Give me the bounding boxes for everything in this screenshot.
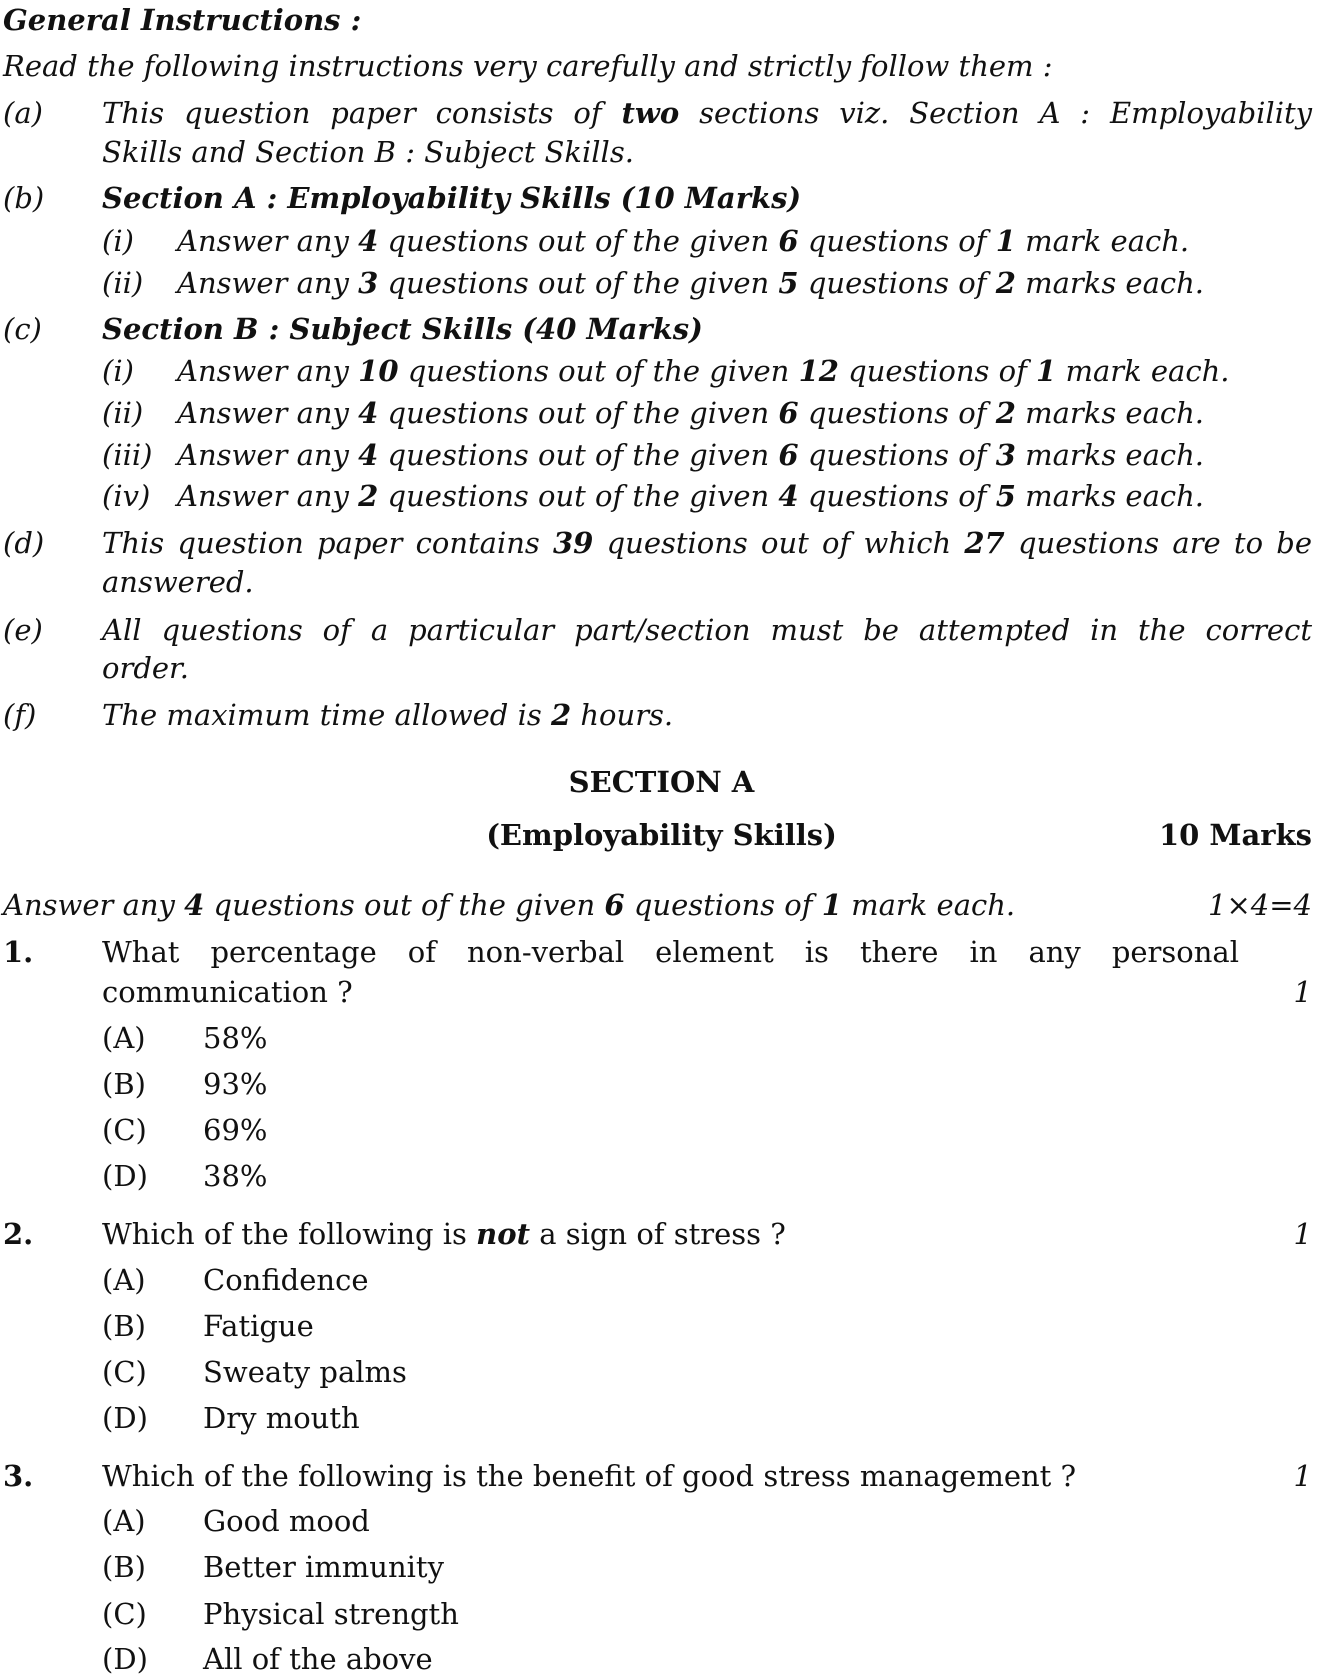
text: marks each. xyxy=(1015,438,1205,472)
question-number: 1. xyxy=(3,935,34,969)
num: 5 xyxy=(995,479,1016,513)
marks-scheme: 1×4=4 xyxy=(1208,888,1312,922)
option-label: (A) xyxy=(102,1263,146,1297)
option-text: Good mood xyxy=(203,1504,370,1538)
text: marks each. xyxy=(1015,396,1205,430)
text: The maximum time allowed is xyxy=(102,698,551,732)
sub-item xyxy=(177,221,1189,261)
num: 2 xyxy=(550,698,572,732)
question-text: What percentage of non-verbal element is there in any personal xyxy=(102,935,1239,969)
sub-label: (iv) xyxy=(102,479,151,513)
num: 6 xyxy=(778,224,799,258)
option-label: (B) xyxy=(102,1309,146,1343)
text: Answer any xyxy=(177,354,359,388)
sub-label: (iii) xyxy=(102,438,153,472)
text: sections viz. Section A : Employability xyxy=(699,96,1313,130)
num: 5 xyxy=(778,266,799,300)
text: Answer any xyxy=(177,266,359,300)
option-text: 93% xyxy=(203,1067,268,1101)
sub-label: (i) xyxy=(102,354,134,388)
text: Which of the following is xyxy=(102,1217,477,1251)
num: 2 xyxy=(995,396,1016,430)
text: questions of xyxy=(798,396,996,430)
sub-label: (i) xyxy=(102,224,134,258)
option-label: (C) xyxy=(102,1597,147,1631)
text: mark each. xyxy=(1015,224,1190,258)
item-d-line2: answered. xyxy=(102,565,254,599)
text: marks each. xyxy=(1015,479,1205,513)
num: 6 xyxy=(778,396,799,430)
item-e-line1: All questions of a particular part/section must be attempted in the correct xyxy=(102,613,1312,647)
question-number: 3. xyxy=(3,1459,34,1493)
text: questions out of the given xyxy=(378,438,779,472)
text: questions out of the given xyxy=(378,396,779,430)
question-text xyxy=(102,1214,786,1254)
option-text: Physical strength xyxy=(203,1597,459,1631)
num: 6 xyxy=(778,438,799,472)
instructions-title: General Instructions : xyxy=(3,3,362,37)
option-text: All of the above xyxy=(203,1642,433,1676)
option-label: (D) xyxy=(102,1401,148,1435)
question-text: communication ? xyxy=(102,975,353,1009)
option-label: (C) xyxy=(102,1355,147,1389)
num: 4 xyxy=(358,438,379,472)
question-marks: 1 xyxy=(1293,1217,1312,1251)
question-marks: 1 xyxy=(1293,1459,1312,1493)
option-text: 58% xyxy=(203,1021,268,1055)
text: questions out of which xyxy=(593,526,965,560)
num: 1 xyxy=(1036,354,1057,388)
num: 27 xyxy=(964,526,1005,560)
num: 4 xyxy=(358,224,379,258)
option-text: Confidence xyxy=(203,1263,369,1297)
emphasis: not xyxy=(476,1217,530,1251)
item-e-line2: order. xyxy=(102,651,189,685)
text: questions of xyxy=(838,354,1037,388)
text: questions of xyxy=(798,224,996,258)
bold-text: two xyxy=(621,96,680,130)
option-label: (C) xyxy=(102,1113,147,1147)
item-label: (e) xyxy=(3,613,43,647)
text: Answer any xyxy=(177,224,359,258)
text: This question paper consists of xyxy=(102,96,602,130)
text: Answer any xyxy=(3,888,185,922)
sub-label: (ii) xyxy=(102,266,144,300)
text: This question paper contains xyxy=(102,526,553,560)
section-b-heading: Section B : Subject Skills (40 Marks) xyxy=(102,312,703,346)
num: 4 xyxy=(778,479,799,513)
item-label: (c) xyxy=(3,312,42,346)
text: Answer any xyxy=(177,396,359,430)
num: 1 xyxy=(995,224,1016,258)
option-text: 38% xyxy=(203,1159,268,1193)
question-marks: 1 xyxy=(1293,975,1312,1009)
text: questions of xyxy=(798,479,996,513)
num: 1 xyxy=(821,888,842,922)
item-a-line2: Skills and Section B : Subject Skills. xyxy=(102,135,634,169)
option-label: (B) xyxy=(102,1550,146,1584)
item-a-line1 xyxy=(102,93,1312,133)
section-a-heading: Section A : Employability Skills (10 Marks) xyxy=(102,181,802,215)
text: a sign of stress ? xyxy=(529,1217,786,1251)
num: 2 xyxy=(358,479,379,513)
num: 39 xyxy=(553,526,594,560)
item-label: (b) xyxy=(3,181,45,215)
option-label: (B) xyxy=(102,1067,146,1101)
text: hours. xyxy=(571,698,674,732)
text: questions out of the given xyxy=(204,888,605,922)
sub-item xyxy=(177,393,1204,433)
text: questions of xyxy=(624,888,822,922)
num: 4 xyxy=(184,888,205,922)
question-text: Which of the following is the benefit of good stress management ? xyxy=(102,1459,1077,1493)
num: 3 xyxy=(995,438,1016,472)
option-text: Better immunity xyxy=(203,1550,444,1584)
option-label: (D) xyxy=(102,1642,148,1676)
option-text: Fatigue xyxy=(203,1309,314,1343)
text: questions of xyxy=(798,438,996,472)
question-number: 2. xyxy=(3,1217,34,1251)
option-text: 69% xyxy=(203,1113,268,1147)
num: 10 xyxy=(358,354,399,388)
section-title: SECTION A xyxy=(568,765,755,799)
text: mark each. xyxy=(841,888,1016,922)
text: questions are to be xyxy=(1004,526,1312,560)
sub-item xyxy=(177,476,1204,516)
sub-label: (ii) xyxy=(102,396,144,430)
option-text: Sweaty palms xyxy=(203,1355,407,1389)
option-label: (A) xyxy=(102,1504,146,1538)
section-marks: 10 Marks xyxy=(1158,818,1312,852)
item-label: (f) xyxy=(3,698,37,732)
text: questions of xyxy=(798,266,996,300)
text: questions out of the given xyxy=(378,479,779,513)
text: questions out of the given xyxy=(398,354,799,388)
num: 12 xyxy=(798,354,839,388)
text: marks each. xyxy=(1015,266,1205,300)
item-f xyxy=(102,695,673,735)
text: questions out of the given xyxy=(378,224,779,258)
option-label: (D) xyxy=(102,1159,148,1193)
section-instruction xyxy=(3,885,1015,925)
sub-item xyxy=(177,263,1204,303)
item-label: (a) xyxy=(3,96,43,130)
option-label: (A) xyxy=(102,1021,146,1055)
text: Answer any xyxy=(177,438,359,472)
instructions-intro: Read the following instructions very carefully and strictly follow them : xyxy=(3,49,1053,83)
item-d-line1 xyxy=(102,523,1312,563)
text: Answer any xyxy=(177,479,359,513)
num: 3 xyxy=(358,266,379,300)
sub-item xyxy=(177,435,1204,475)
item-label: (d) xyxy=(3,526,45,560)
num: 4 xyxy=(358,396,379,430)
option-text: Dry mouth xyxy=(203,1401,360,1435)
section-subtitle: (Employability Skills) xyxy=(486,818,837,852)
num: 2 xyxy=(995,266,1016,300)
text: mark each. xyxy=(1056,354,1230,388)
num: 6 xyxy=(604,888,625,922)
sub-item xyxy=(177,351,1229,391)
text: questions out of the given xyxy=(378,266,779,300)
